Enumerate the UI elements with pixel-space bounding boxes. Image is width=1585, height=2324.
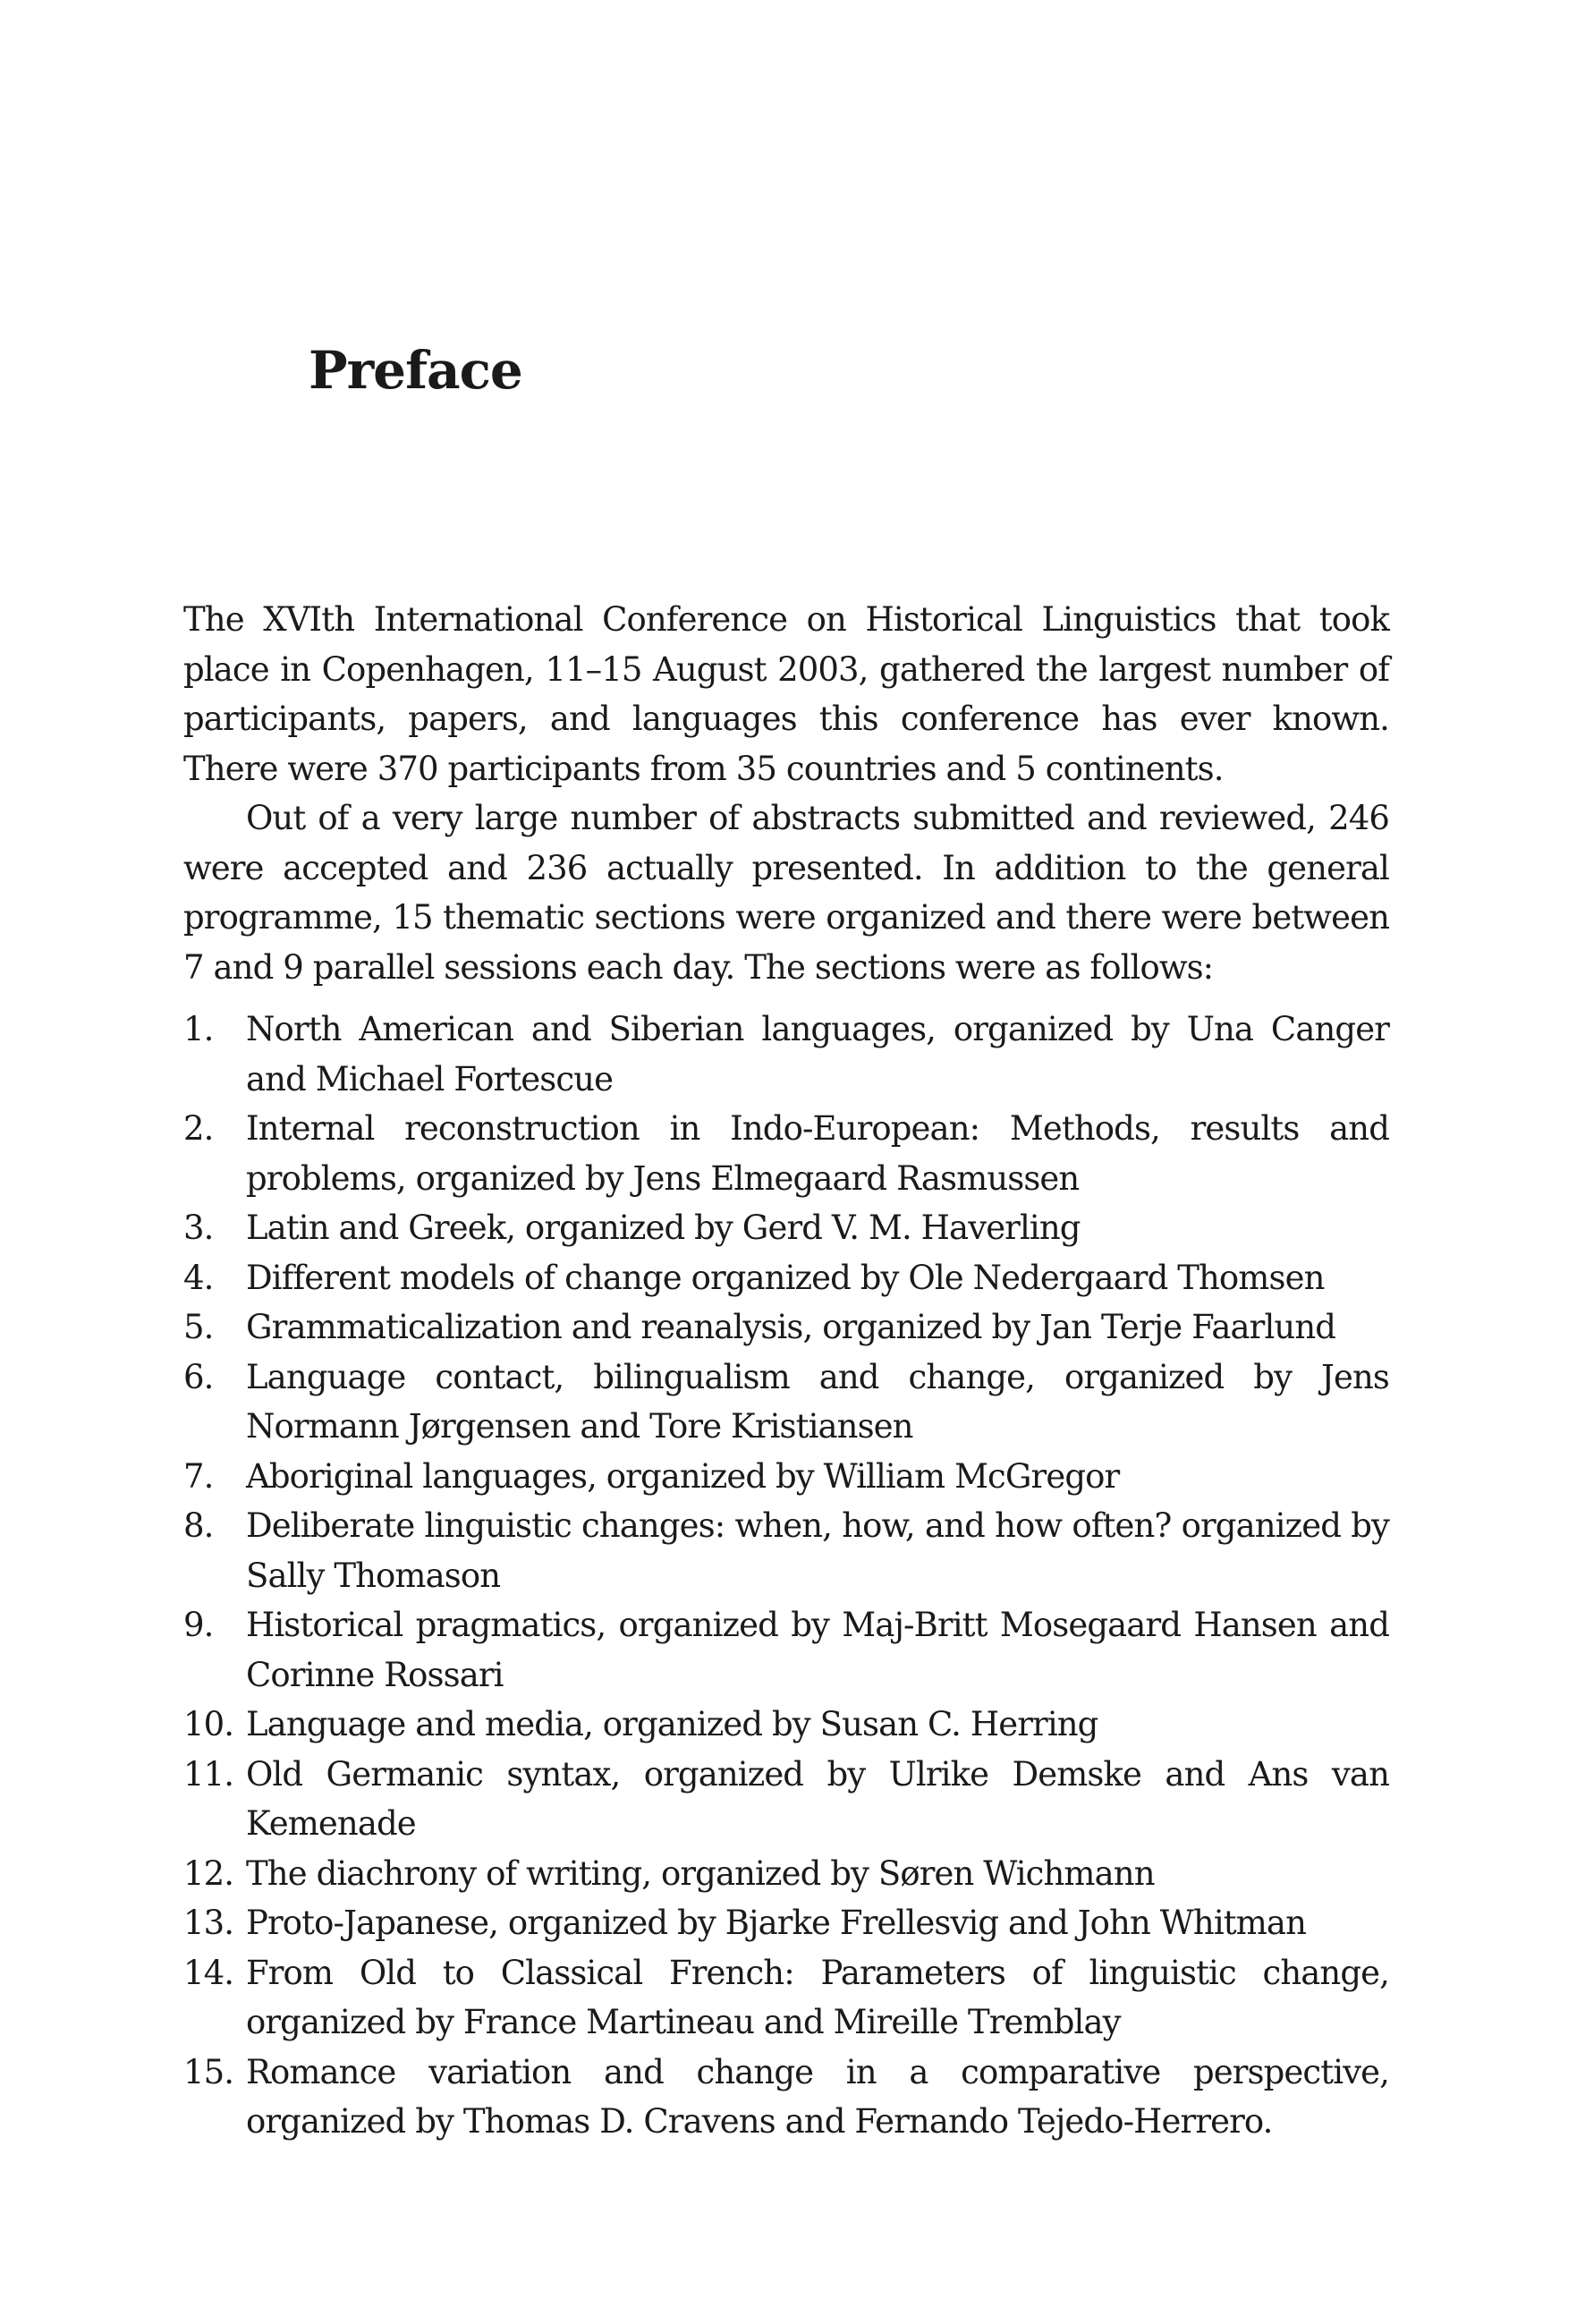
list-item-text: From Old to Classical French: Parameters of linguistic change, organized by France Martineau and Mireille Tremblay: [246, 1953, 1389, 2041]
list-item-number: 11.: [183, 1754, 234, 1794]
list-item-text: Old Germanic syntax, organized by Ulrike Demske and Ans van Kemenade: [246, 1754, 1389, 1843]
list-item: [183, 1203, 1389, 1253]
list-item: [183, 1353, 1389, 1452]
list-item-number: 5.: [183, 1308, 214, 1346]
paragraph-intro: The XVIth International Conference on Historical Linguistics that took place in Copenhagen, 11–15 August 2003, gathered the largest number of participants, papers, and languages this conference has ever known. There were 370 participants from 35 countries and 5 continents.: [183, 600, 1389, 788]
list-item: [183, 1253, 1389, 1303]
list-item: [183, 1898, 1389, 1948]
list-item-number: 8.: [183, 1506, 214, 1545]
list-item-number: 10.: [183, 1705, 234, 1743]
list-item-text: Language and media, organized by Susan C. Herring: [246, 1705, 1098, 1743]
page-title: Preface: [309, 340, 522, 401]
list-item-text: North American and Siberian languages, organized by Una Canger and Michael Fortescue: [246, 1010, 1389, 1098]
list-item: [183, 1104, 1389, 1203]
list-item-text: Grammaticalization and reanalysis, organized by Jan Terje Faarlund: [246, 1308, 1336, 1346]
list-item-text: Aboriginal languages, organized by William McGregor: [246, 1456, 1120, 1496]
list-item-text: Historical pragmatics, organized by Maj-Britt Mosegaard Hansen and Corinne Rossari: [246, 1606, 1389, 1694]
list-item-text: The diachrony of writing, organized by Søren Wichmann: [246, 1853, 1155, 1893]
list-item-text: Different models of change organized by Ole Nedergaard Thomsen: [246, 1258, 1325, 1297]
list-item-number: 3.: [183, 1209, 214, 1247]
list-item: [183, 1302, 1389, 1353]
list-item-text: Romance variation and change in a comparative perspective, organized by Thomas D. Cravens and Fernando Tejedo-Herrero.: [246, 2052, 1389, 2141]
list-item: [183, 1452, 1389, 1502]
paragraph-sections-intro: Out of a very large number of abstracts submitted and reviewed, 246 were accepted and 236 actually presented. In addition to the general programme, 15 thematic sections were organized and there were between 7 and 9 parallel sessions each day. The sections were as follows:: [183, 799, 1389, 987]
list-item-number: 14.: [183, 1953, 234, 1992]
list-item-text: Proto-Japanese, organized by Bjarke Frellesvig and John Whitman: [246, 1904, 1307, 1942]
list-item: [183, 2048, 1389, 2147]
list-item-number: 13.: [183, 1904, 234, 1942]
list-item-number: 2.: [183, 1109, 214, 1148]
list-item-number: 4.: [183, 1258, 214, 1297]
list-item: [183, 1849, 1389, 1899]
list-item: [183, 1700, 1389, 1750]
list-item: [183, 1501, 1389, 1600]
list-item-number: 9.: [183, 1606, 214, 1644]
list-item-number: 7.: [183, 1456, 214, 1496]
preface-body: [183, 595, 1389, 2147]
list-item-text: Internal reconstruction in Indo-European: Methods, results and problems, organized by Jens Elmegaard Rasmussen: [246, 1109, 1389, 1198]
list-item-text: Deliberate linguistic changes: when, how, and how often? organized by Sally Thomason: [246, 1506, 1389, 1595]
list-item-text: Latin and Greek, organized by Gerd V. M. Haverling: [246, 1209, 1081, 1247]
list-item: [183, 1750, 1389, 1849]
list-item: [183, 1600, 1389, 1700]
list-item-number: 6.: [183, 1357, 214, 1396]
list-item-number: 12.: [183, 1853, 234, 1893]
sections-list: [183, 1005, 1389, 2147]
list-item: [183, 1005, 1389, 1104]
list-item-number: 15.: [183, 2052, 234, 2091]
list-item: [183, 1948, 1389, 2048]
list-item-text: Language contact, bilingualism and change, organized by Jens Normann Jørgensen and Tore Kristiansen: [246, 1357, 1389, 1446]
list-item-number: 1.: [183, 1010, 214, 1048]
